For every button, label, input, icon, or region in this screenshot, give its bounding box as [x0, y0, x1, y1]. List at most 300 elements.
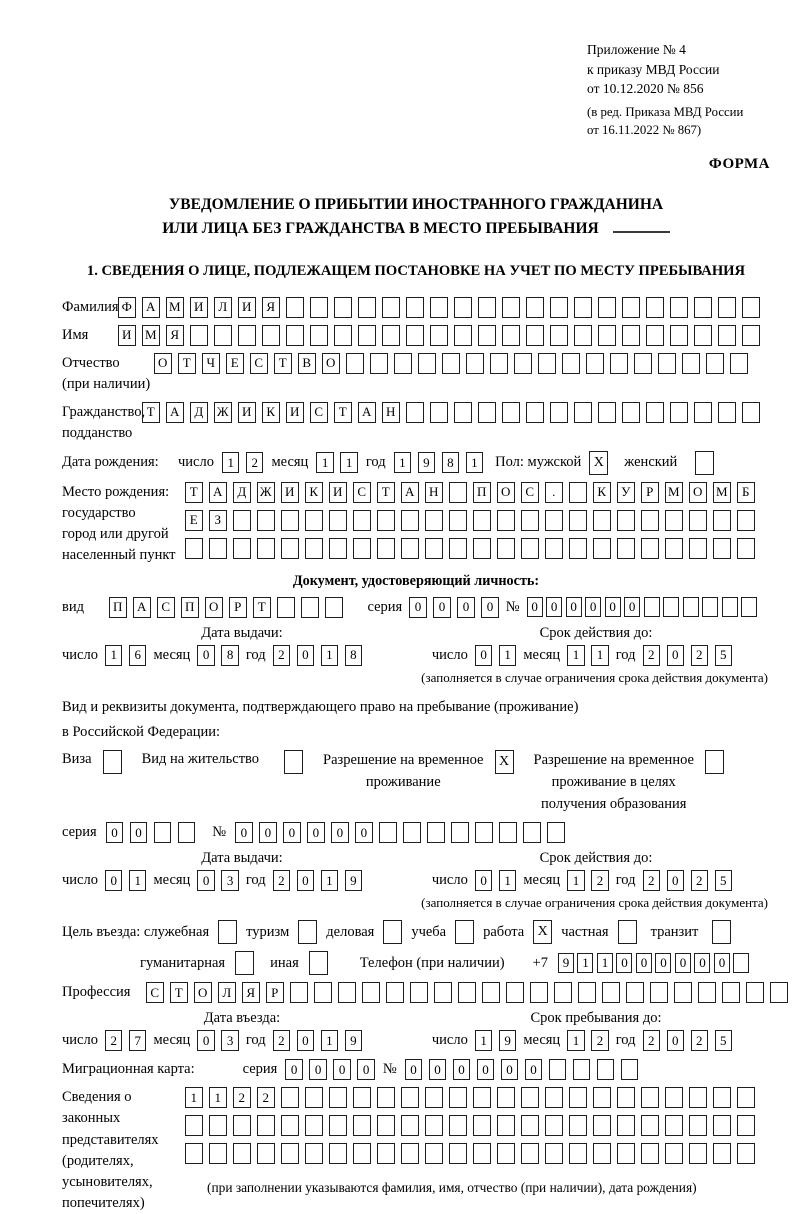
char-cell[interactable]: 1: [499, 645, 517, 666]
char-cell[interactable]: [694, 297, 712, 318]
char-cell[interactable]: 9: [345, 870, 363, 891]
char-cell[interactable]: Н: [382, 402, 400, 423]
char-cell[interactable]: 0: [477, 1059, 495, 1080]
char-cell[interactable]: Е: [185, 510, 203, 531]
char-cell[interactable]: [281, 1115, 299, 1136]
char-cell[interactable]: О: [497, 482, 515, 503]
char-cell[interactable]: О: [205, 597, 223, 618]
char-cell[interactable]: [262, 325, 280, 346]
char-cell[interactable]: [741, 597, 757, 617]
char-cell[interactable]: [578, 982, 596, 1003]
char-cell[interactable]: 0: [297, 870, 315, 891]
char-cell[interactable]: [598, 402, 616, 423]
char-cell[interactable]: [257, 538, 275, 559]
char-cell[interactable]: М: [713, 482, 731, 503]
char-cell[interactable]: [353, 510, 371, 531]
char-cell[interactable]: [497, 1143, 515, 1164]
char-cell[interactable]: 1: [209, 1087, 227, 1108]
char-cell[interactable]: 2: [273, 645, 291, 666]
char-cell[interactable]: Б: [737, 482, 755, 503]
char-cell[interactable]: [526, 325, 544, 346]
char-cell[interactable]: [674, 982, 692, 1003]
char-cell[interactable]: [658, 353, 676, 374]
char-cell[interactable]: [310, 297, 328, 318]
char-cell[interactable]: [530, 982, 548, 1003]
char-cell[interactable]: [353, 538, 371, 559]
char-cell[interactable]: [490, 353, 508, 374]
char-cell[interactable]: [430, 297, 448, 318]
char-cell[interactable]: 0: [331, 822, 349, 843]
char-cell[interactable]: 0: [481, 597, 499, 618]
char-cell[interactable]: И: [281, 482, 299, 503]
char-cell[interactable]: М: [166, 297, 184, 318]
char-cell[interactable]: [722, 982, 740, 1003]
char-cell[interactable]: [526, 402, 544, 423]
char-cell[interactable]: 0: [667, 1030, 685, 1051]
char-cell[interactable]: [569, 1087, 587, 1108]
char-cell[interactable]: 1: [105, 645, 123, 666]
char-cell[interactable]: 1: [475, 1030, 493, 1051]
char-cell[interactable]: 0: [409, 597, 427, 618]
char-cell[interactable]: [353, 1115, 371, 1136]
work-checkbox[interactable]: X: [533, 920, 552, 944]
char-cell[interactable]: П: [109, 597, 127, 618]
temp-permit-edu-checkbox[interactable]: [705, 750, 724, 774]
char-cell[interactable]: Р: [229, 597, 247, 618]
char-cell[interactable]: Т: [274, 353, 292, 374]
char-cell[interactable]: [622, 325, 640, 346]
char-cell[interactable]: И: [329, 482, 347, 503]
char-cell[interactable]: 9: [499, 1030, 517, 1051]
char-cell[interactable]: 9: [558, 953, 574, 973]
char-cell[interactable]: 0: [283, 822, 301, 843]
char-cell[interactable]: [737, 1115, 755, 1136]
char-cell[interactable]: [209, 538, 227, 559]
char-cell[interactable]: [478, 297, 496, 318]
char-cell[interactable]: [670, 402, 688, 423]
char-cell[interactable]: 0: [636, 953, 652, 973]
private-checkbox[interactable]: [618, 920, 637, 944]
char-cell[interactable]: О: [322, 353, 340, 374]
char-cell[interactable]: [362, 982, 380, 1003]
char-cell[interactable]: [286, 325, 304, 346]
char-cell[interactable]: [286, 297, 304, 318]
char-cell[interactable]: [403, 822, 421, 843]
char-cell[interactable]: [689, 510, 707, 531]
char-cell[interactable]: 1: [577, 953, 593, 973]
char-cell[interactable]: [430, 402, 448, 423]
char-cell[interactable]: [569, 510, 587, 531]
char-cell[interactable]: [644, 597, 660, 617]
char-cell[interactable]: 0: [667, 645, 685, 666]
char-cell[interactable]: [401, 510, 419, 531]
tourism-checkbox[interactable]: [298, 920, 317, 944]
char-cell[interactable]: [617, 1143, 635, 1164]
char-cell[interactable]: С: [250, 353, 268, 374]
char-cell[interactable]: Е: [226, 353, 244, 374]
char-cell[interactable]: 9: [418, 452, 436, 473]
char-cell[interactable]: В: [298, 353, 316, 374]
char-cell[interactable]: 0: [355, 822, 373, 843]
visa-checkbox[interactable]: [103, 750, 122, 774]
char-cell[interactable]: [214, 325, 232, 346]
char-cell[interactable]: [338, 982, 356, 1003]
char-cell[interactable]: К: [305, 482, 323, 503]
other-checkbox[interactable]: [309, 951, 328, 975]
char-cell[interactable]: А: [133, 597, 151, 618]
char-cell[interactable]: 0: [309, 1059, 327, 1080]
char-cell[interactable]: [353, 1087, 371, 1108]
char-cell[interactable]: [449, 538, 467, 559]
char-cell[interactable]: [742, 402, 760, 423]
char-cell[interactable]: [473, 1087, 491, 1108]
char-cell[interactable]: 1: [567, 1030, 585, 1051]
char-cell[interactable]: [334, 325, 352, 346]
temp-permit-checkbox[interactable]: X: [495, 750, 514, 774]
char-cell[interactable]: 2: [591, 870, 609, 891]
char-cell[interactable]: [641, 1143, 659, 1164]
char-cell[interactable]: [617, 1087, 635, 1108]
char-cell[interactable]: 8: [221, 645, 239, 666]
char-cell[interactable]: 2: [643, 870, 661, 891]
char-cell[interactable]: [737, 538, 755, 559]
char-cell[interactable]: [401, 538, 419, 559]
char-cell[interactable]: [499, 822, 517, 843]
char-cell[interactable]: [521, 1087, 539, 1108]
char-cell[interactable]: 0: [297, 1030, 315, 1051]
char-cell[interactable]: [593, 538, 611, 559]
char-cell[interactable]: [713, 1143, 731, 1164]
char-cell[interactable]: [593, 1087, 611, 1108]
char-cell[interactable]: О: [194, 982, 212, 1003]
char-cell[interactable]: [545, 538, 563, 559]
char-cell[interactable]: [641, 510, 659, 531]
char-cell[interactable]: 2: [257, 1087, 275, 1108]
char-cell[interactable]: К: [593, 482, 611, 503]
char-cell[interactable]: 1: [321, 1030, 339, 1051]
char-cell[interactable]: [454, 402, 472, 423]
char-cell[interactable]: [646, 325, 664, 346]
char-cell[interactable]: [550, 297, 568, 318]
char-cell[interactable]: [545, 1143, 563, 1164]
char-cell[interactable]: [574, 297, 592, 318]
char-cell[interactable]: [586, 353, 604, 374]
char-cell[interactable]: [665, 510, 683, 531]
char-cell[interactable]: А: [166, 402, 184, 423]
char-cell[interactable]: [425, 510, 443, 531]
char-cell[interactable]: [694, 402, 712, 423]
char-cell[interactable]: [449, 510, 467, 531]
char-cell[interactable]: .: [545, 482, 563, 503]
char-cell[interactable]: [770, 982, 788, 1003]
char-cell[interactable]: [190, 325, 208, 346]
char-cell[interactable]: 0: [285, 1059, 303, 1080]
char-cell[interactable]: [497, 1115, 515, 1136]
char-cell[interactable]: [454, 325, 472, 346]
char-cell[interactable]: [382, 297, 400, 318]
char-cell[interactable]: [598, 325, 616, 346]
char-cell[interactable]: [713, 1115, 731, 1136]
char-cell[interactable]: [569, 538, 587, 559]
char-cell[interactable]: [233, 538, 251, 559]
char-cell[interactable]: 0: [525, 1059, 543, 1080]
char-cell[interactable]: 2: [233, 1087, 251, 1108]
char-cell[interactable]: [497, 538, 515, 559]
char-cell[interactable]: [730, 353, 748, 374]
char-cell[interactable]: 0: [714, 953, 730, 973]
char-cell[interactable]: [386, 982, 404, 1003]
char-cell[interactable]: [430, 325, 448, 346]
char-cell[interactable]: [521, 538, 539, 559]
char-cell[interactable]: 0: [235, 822, 253, 843]
char-cell[interactable]: 0: [605, 597, 621, 617]
char-cell[interactable]: [562, 353, 580, 374]
char-cell[interactable]: 0: [197, 870, 215, 891]
char-cell[interactable]: [277, 597, 295, 618]
char-cell[interactable]: [617, 1115, 635, 1136]
char-cell[interactable]: 2: [273, 1030, 291, 1051]
char-cell[interactable]: 1: [499, 870, 517, 891]
char-cell[interactable]: [358, 297, 376, 318]
char-cell[interactable]: 0: [675, 953, 691, 973]
char-cell[interactable]: И: [286, 402, 304, 423]
char-cell[interactable]: 0: [667, 870, 685, 891]
char-cell[interactable]: [310, 325, 328, 346]
char-cell[interactable]: Д: [190, 402, 208, 423]
char-cell[interactable]: Я: [242, 982, 260, 1003]
char-cell[interactable]: [593, 1143, 611, 1164]
char-cell[interactable]: [406, 297, 424, 318]
char-cell[interactable]: 0: [259, 822, 277, 843]
char-cell[interactable]: 1: [591, 645, 609, 666]
char-cell[interactable]: [665, 538, 683, 559]
char-cell[interactable]: 2: [691, 870, 709, 891]
char-cell[interactable]: [305, 510, 323, 531]
char-cell[interactable]: [646, 402, 664, 423]
char-cell[interactable]: [185, 1115, 203, 1136]
char-cell[interactable]: 1: [321, 870, 339, 891]
char-cell[interactable]: [502, 297, 520, 318]
char-cell[interactable]: [301, 597, 319, 618]
char-cell[interactable]: [598, 297, 616, 318]
char-cell[interactable]: 0: [624, 597, 640, 617]
char-cell[interactable]: [401, 1087, 419, 1108]
char-cell[interactable]: [593, 510, 611, 531]
char-cell[interactable]: Т: [142, 402, 160, 423]
char-cell[interactable]: Т: [253, 597, 271, 618]
char-cell[interactable]: Я: [166, 325, 184, 346]
char-cell[interactable]: [682, 353, 700, 374]
char-cell[interactable]: 5: [715, 645, 733, 666]
char-cell[interactable]: [574, 325, 592, 346]
char-cell[interactable]: [689, 1143, 707, 1164]
char-cell[interactable]: [547, 822, 565, 843]
char-cell[interactable]: [521, 1115, 539, 1136]
char-cell[interactable]: [377, 1143, 395, 1164]
char-cell[interactable]: Д: [233, 482, 251, 503]
char-cell[interactable]: [209, 1143, 227, 1164]
char-cell[interactable]: 1: [185, 1087, 203, 1108]
char-cell[interactable]: 1: [129, 870, 147, 891]
business-checkbox[interactable]: [383, 920, 402, 944]
char-cell[interactable]: [665, 1115, 683, 1136]
char-cell[interactable]: Р: [266, 982, 284, 1003]
char-cell[interactable]: С: [521, 482, 539, 503]
char-cell[interactable]: 0: [405, 1059, 423, 1080]
char-cell[interactable]: [329, 538, 347, 559]
char-cell[interactable]: Т: [377, 482, 395, 503]
female-checkbox[interactable]: [695, 451, 714, 475]
char-cell[interactable]: [425, 1087, 443, 1108]
char-cell[interactable]: [233, 510, 251, 531]
char-cell[interactable]: [597, 1059, 615, 1080]
char-cell[interactable]: Я: [262, 297, 280, 318]
char-cell[interactable]: [449, 1143, 467, 1164]
residence-permit-checkbox[interactable]: [284, 750, 303, 774]
char-cell[interactable]: А: [401, 482, 419, 503]
char-cell[interactable]: [733, 953, 749, 973]
char-cell[interactable]: [377, 1115, 395, 1136]
char-cell[interactable]: [185, 1143, 203, 1164]
char-cell[interactable]: Р: [641, 482, 659, 503]
char-cell[interactable]: Т: [334, 402, 352, 423]
char-cell[interactable]: [370, 353, 388, 374]
char-cell[interactable]: [475, 822, 493, 843]
char-cell[interactable]: [427, 822, 445, 843]
char-cell[interactable]: 1: [394, 452, 412, 473]
char-cell[interactable]: [502, 325, 520, 346]
char-cell[interactable]: [689, 1115, 707, 1136]
char-cell[interactable]: И: [118, 325, 136, 346]
char-cell[interactable]: [622, 402, 640, 423]
char-cell[interactable]: [449, 482, 467, 503]
char-cell[interactable]: Ф: [118, 297, 136, 318]
char-cell[interactable]: [334, 297, 352, 318]
char-cell[interactable]: [713, 510, 731, 531]
char-cell[interactable]: [209, 1115, 227, 1136]
char-cell[interactable]: И: [238, 402, 256, 423]
char-cell[interactable]: 0: [197, 1030, 215, 1051]
char-cell[interactable]: [458, 982, 476, 1003]
char-cell[interactable]: [257, 1115, 275, 1136]
char-cell[interactable]: [305, 1087, 323, 1108]
char-cell[interactable]: [617, 510, 635, 531]
char-cell[interactable]: [329, 1115, 347, 1136]
char-cell[interactable]: [506, 982, 524, 1003]
char-cell[interactable]: [641, 1087, 659, 1108]
char-cell[interactable]: [233, 1115, 251, 1136]
char-cell[interactable]: [394, 353, 412, 374]
char-cell[interactable]: [646, 297, 664, 318]
char-cell[interactable]: [545, 1087, 563, 1108]
char-cell[interactable]: [617, 538, 635, 559]
char-cell[interactable]: [497, 1087, 515, 1108]
char-cell[interactable]: А: [142, 297, 160, 318]
char-cell[interactable]: 2: [643, 1030, 661, 1051]
char-cell[interactable]: [305, 1115, 323, 1136]
char-cell[interactable]: Ж: [257, 482, 275, 503]
char-cell[interactable]: Т: [170, 982, 188, 1003]
char-cell[interactable]: П: [181, 597, 199, 618]
char-cell[interactable]: [574, 402, 592, 423]
char-cell[interactable]: [382, 325, 400, 346]
char-cell[interactable]: С: [157, 597, 175, 618]
char-cell[interactable]: [746, 982, 764, 1003]
char-cell[interactable]: [549, 1059, 567, 1080]
char-cell[interactable]: [706, 353, 724, 374]
char-cell[interactable]: 0: [457, 597, 475, 618]
char-cell[interactable]: [305, 1143, 323, 1164]
char-cell[interactable]: [702, 597, 718, 617]
char-cell[interactable]: [698, 982, 716, 1003]
char-cell[interactable]: [178, 822, 196, 843]
char-cell[interactable]: 1: [222, 452, 240, 473]
char-cell[interactable]: [641, 538, 659, 559]
char-cell[interactable]: [622, 297, 640, 318]
char-cell[interactable]: [737, 1087, 755, 1108]
char-cell[interactable]: О: [689, 482, 707, 503]
char-cell[interactable]: 1: [340, 452, 358, 473]
char-cell[interactable]: [401, 1143, 419, 1164]
char-cell[interactable]: [305, 538, 323, 559]
char-cell[interactable]: 0: [616, 953, 632, 973]
char-cell[interactable]: Т: [178, 353, 196, 374]
char-cell[interactable]: [689, 1087, 707, 1108]
char-cell[interactable]: [550, 325, 568, 346]
char-cell[interactable]: [425, 538, 443, 559]
char-cell[interactable]: [602, 982, 620, 1003]
char-cell[interactable]: [434, 982, 452, 1003]
char-cell[interactable]: 0: [307, 822, 325, 843]
char-cell[interactable]: 0: [105, 870, 123, 891]
char-cell[interactable]: Л: [214, 297, 232, 318]
char-cell[interactable]: [634, 353, 652, 374]
char-cell[interactable]: 0: [433, 597, 451, 618]
char-cell[interactable]: [425, 1143, 443, 1164]
char-cell[interactable]: А: [209, 482, 227, 503]
char-cell[interactable]: [545, 1115, 563, 1136]
char-cell[interactable]: 0: [429, 1059, 447, 1080]
char-cell[interactable]: С: [146, 982, 164, 1003]
char-cell[interactable]: [154, 822, 172, 843]
char-cell[interactable]: [454, 297, 472, 318]
char-cell[interactable]: [737, 1143, 755, 1164]
char-cell[interactable]: [410, 982, 428, 1003]
char-cell[interactable]: [718, 325, 736, 346]
char-cell[interactable]: 2: [691, 1030, 709, 1051]
char-cell[interactable]: 1: [466, 452, 484, 473]
char-cell[interactable]: [663, 597, 679, 617]
char-cell[interactable]: [694, 325, 712, 346]
char-cell[interactable]: Т: [185, 482, 203, 503]
char-cell[interactable]: [346, 353, 364, 374]
char-cell[interactable]: 0: [546, 597, 562, 617]
char-cell[interactable]: 8: [442, 452, 460, 473]
char-cell[interactable]: 2: [643, 645, 661, 666]
char-cell[interactable]: [523, 822, 541, 843]
char-cell[interactable]: 9: [345, 1030, 363, 1051]
char-cell[interactable]: [451, 822, 469, 843]
char-cell[interactable]: Ч: [202, 353, 220, 374]
char-cell[interactable]: 0: [357, 1059, 375, 1080]
char-cell[interactable]: [473, 1115, 491, 1136]
char-cell[interactable]: 0: [106, 822, 124, 843]
char-cell[interactable]: [538, 353, 556, 374]
char-cell[interactable]: [641, 1115, 659, 1136]
char-cell[interactable]: [713, 538, 731, 559]
char-cell[interactable]: 8: [345, 645, 363, 666]
char-cell[interactable]: 1: [567, 870, 585, 891]
